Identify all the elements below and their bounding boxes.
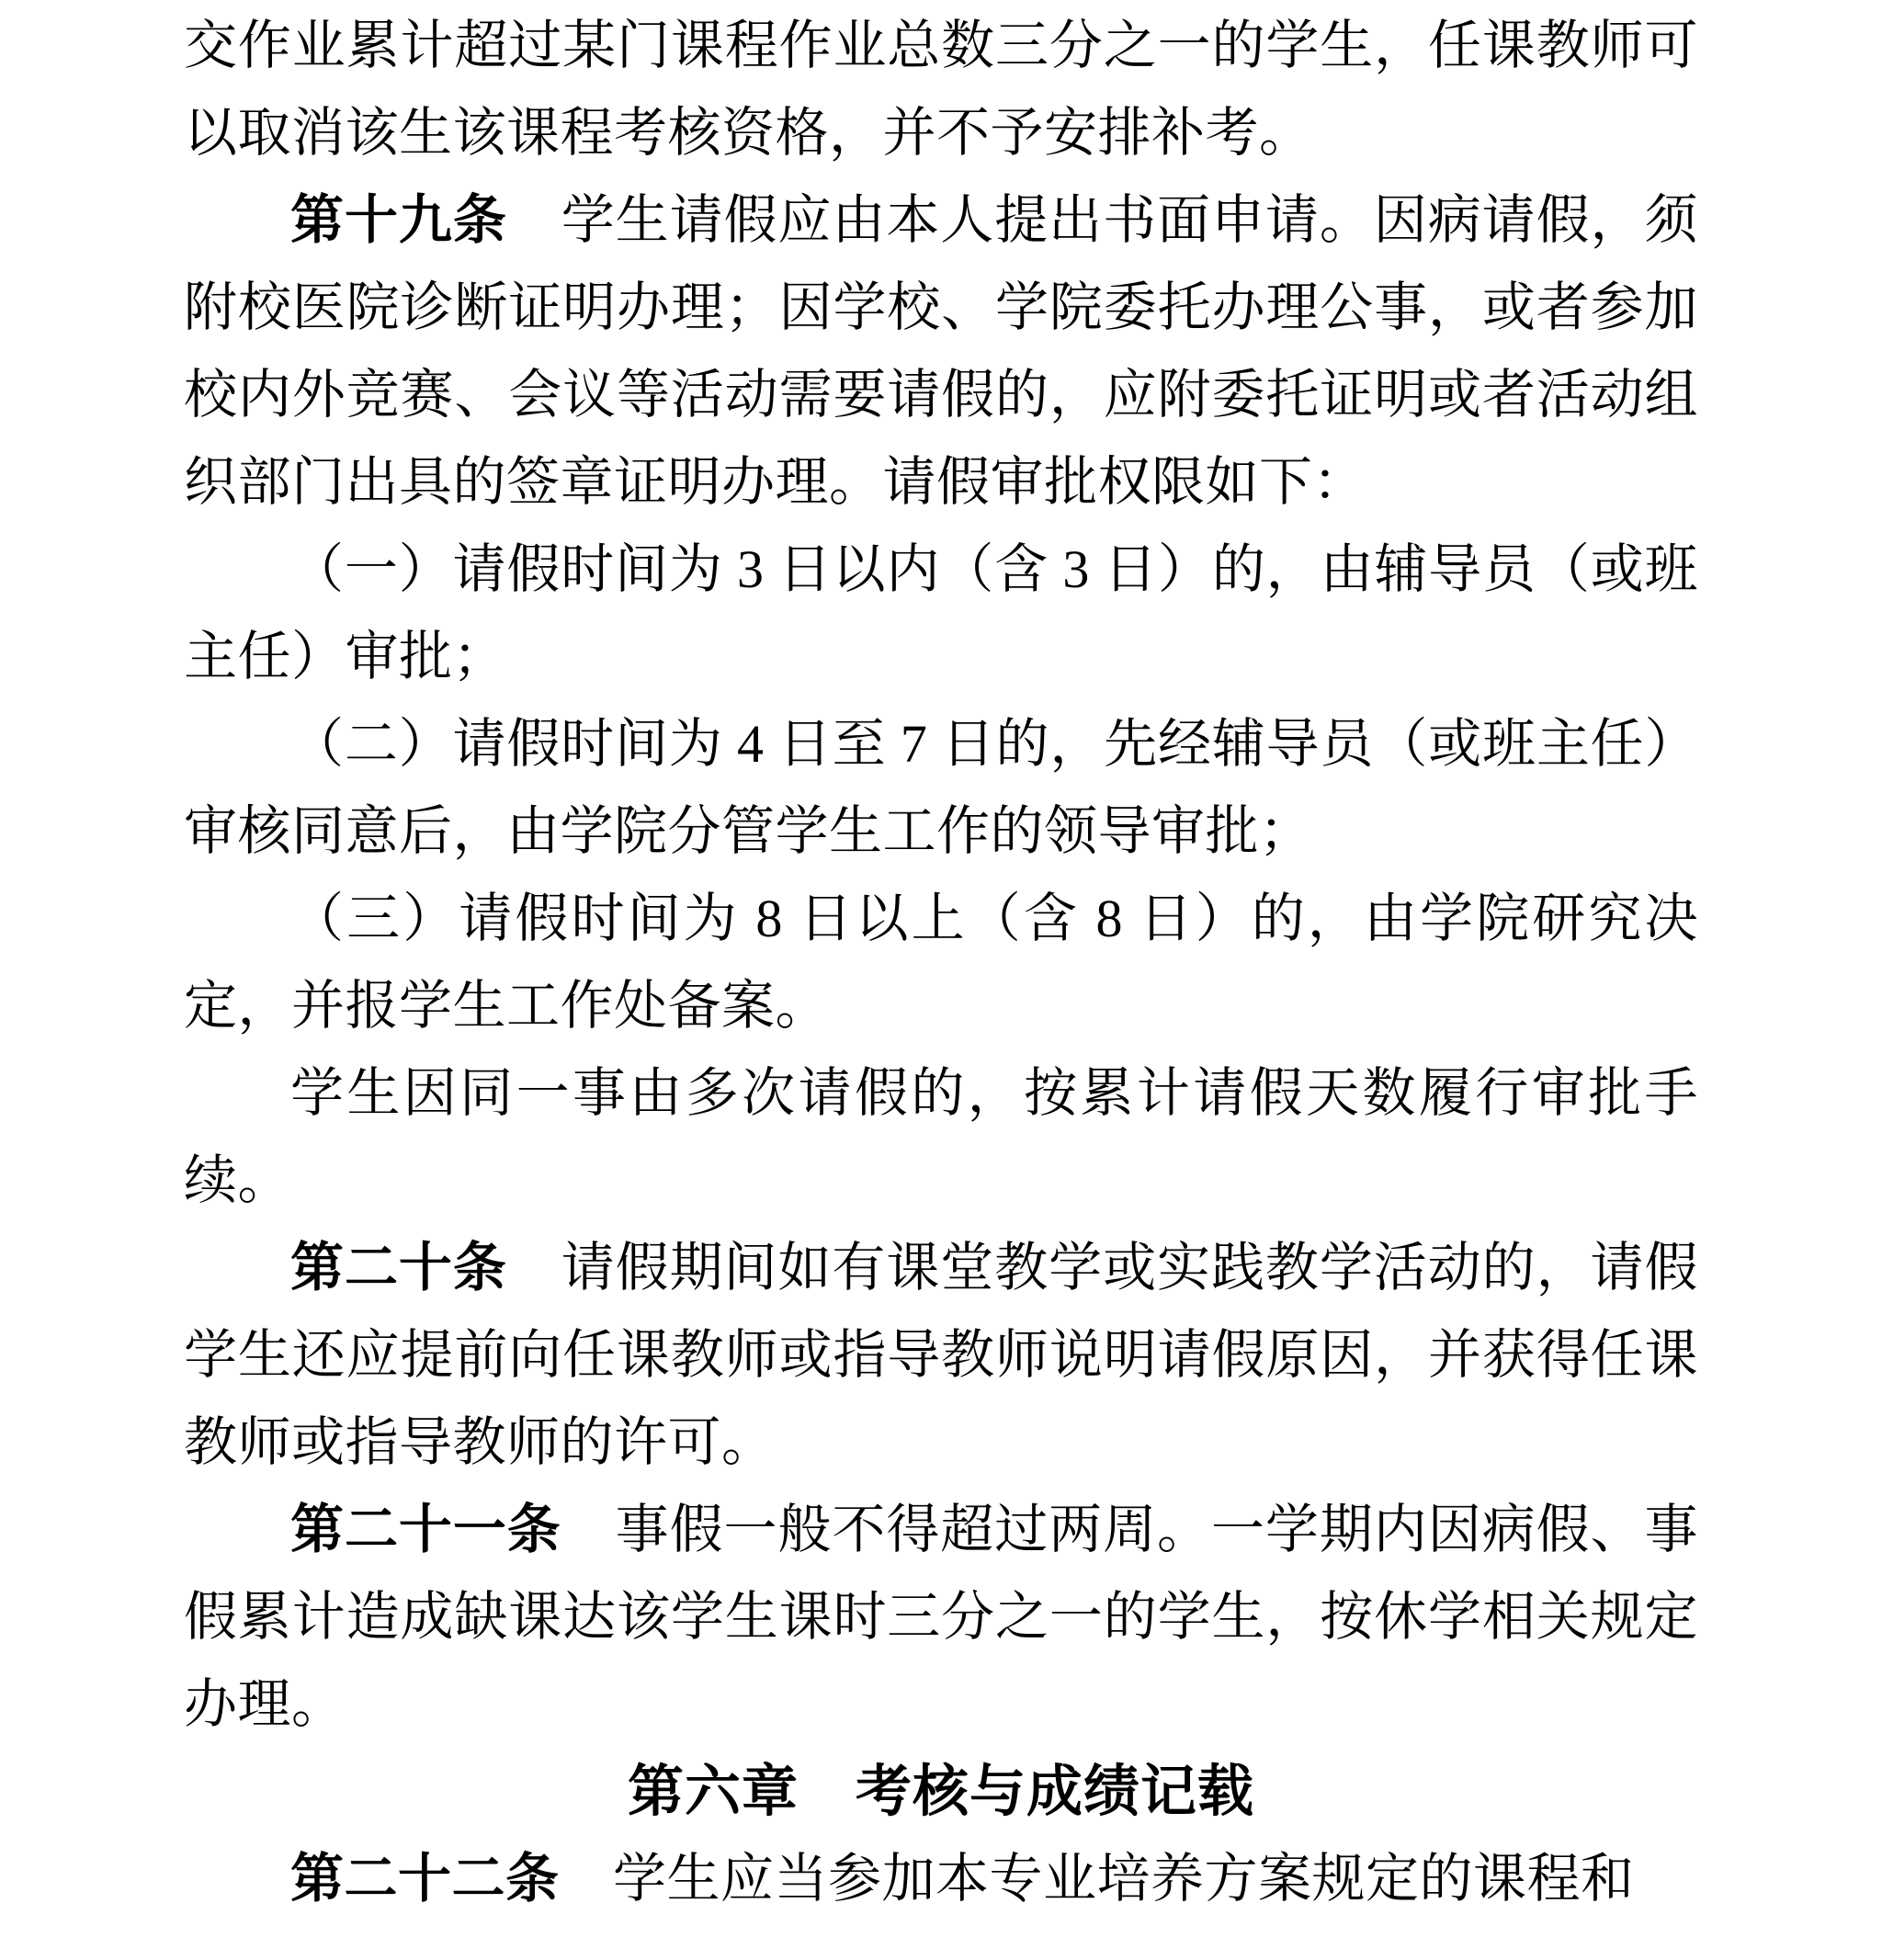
paragraph (184, 700, 1698, 875)
article-number: 第二十一条 (290, 1500, 561, 1559)
paragraph-text: 学生因同一事由多次请假的，按累计请假天数履行审批手续。 (184, 1063, 1698, 1210)
paragraph (184, 526, 1698, 700)
document-content (184, 2, 1698, 1922)
paragraph (184, 1486, 1698, 1748)
paragraph (184, 1835, 1698, 1922)
article-number: 第二十二条 (290, 1849, 560, 1909)
paragraph-text: 学生应当参加本专业培养方案规定的课程和 (559, 1849, 1635, 1909)
chapter-heading: 第六章 考核与成绩记载 (627, 1760, 1254, 1822)
paragraph-text: 请假期间如有课堂教学或实践教学活动的，请假学生还应提前向任课教师或指导教师说明请假原因，并获得任课教师或指导教师的许可。 (184, 1238, 1698, 1472)
article-number: 第二十条 (290, 1238, 507, 1297)
paragraph-text: （一）请假时间为 3 日以内（含 3 日）的，由辅导员（或班主任）审批； (184, 539, 1698, 686)
paragraph (184, 1224, 1698, 1486)
paragraph (184, 1049, 1698, 1224)
paragraph-text: 学生请假应由本人提出书面申请。因病请假，须附校医院诊断证明办理；因学校、学院委托办理公事，或者参加校内外竞赛、会议等活动需要请假的，应附委托证明或者活动组织部门出具的签章证明办理。请假审批权限如下： (184, 190, 1698, 512)
paragraph-text: （二）请假时间为 4 日至 7 日的，先经辅导员（或班主任）审核同意后，由学院分管学生工作的领导审批； (184, 714, 1698, 861)
paragraph (184, 2, 1698, 176)
article-number: 第十九条 (290, 190, 507, 250)
paragraph-text: 交作业累计超过某门课程作业总数三分之一的学生，任课教师可以取消该生该课程考核资格，并不予安排补考。 (184, 16, 1698, 163)
paragraph (184, 176, 1698, 526)
paragraph-text: 事假一般不得超过两周。一学期内因病假、事假累计造成缺课达该学生课时三分之一的学生，按休学相关规定办理。 (184, 1500, 1698, 1734)
paragraph-text: （三）请假时间为 8 日以上（含 8 日）的，由学院研究决定，并报学生工作处备案。 (184, 889, 1698, 1036)
paragraph (184, 875, 1698, 1049)
